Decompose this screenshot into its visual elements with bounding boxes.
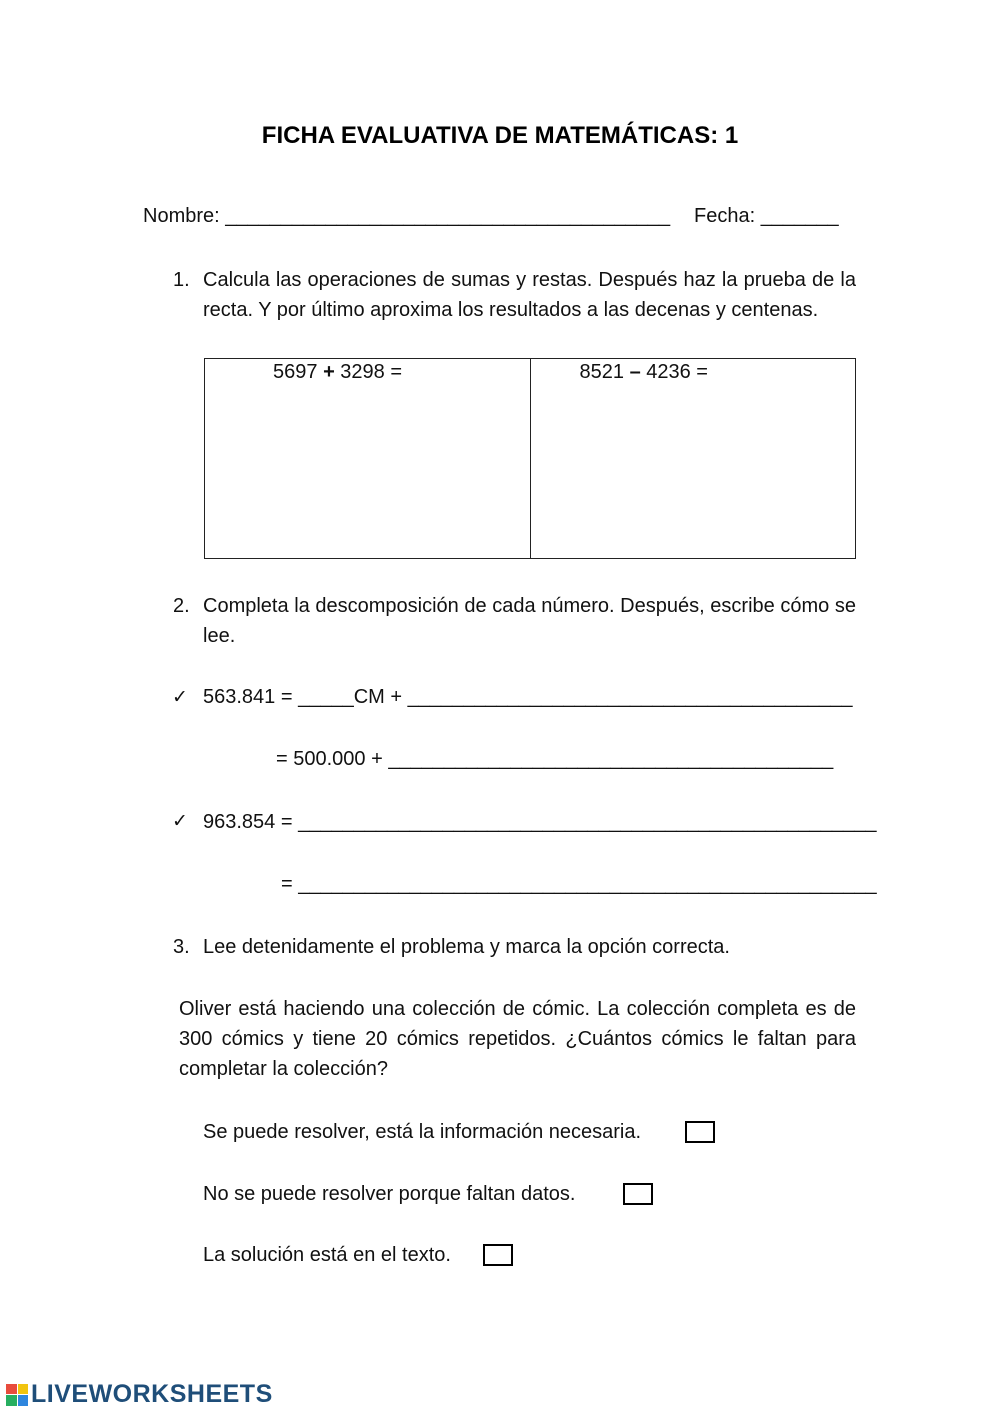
decomposition-line-1[interactable]: 563.841 = _____CM + ________________________________________ bbox=[203, 686, 853, 708]
option-1-label: Se puede resolver, está la información necesaria. bbox=[203, 1121, 642, 1143]
question-3-text: Lee detenidamente el problema y marca la opción correcta. bbox=[203, 936, 730, 958]
decomposition-line-3[interactable]: 963.854 = ____________________________________________________ bbox=[203, 811, 877, 833]
decomposition-line-4[interactable]: = ____________________________________________________ bbox=[281, 873, 877, 895]
problem-text: Oliver está haciendo una colección de cómic. La colección completa es de 300 cómics y tiene 20 cómics repetidos. ¿Cuántos cómics le faltan para completar la colección? bbox=[179, 998, 856, 1080]
operations-table bbox=[204, 358, 856, 559]
option-1-checkbox[interactable] bbox=[685, 1121, 715, 1143]
option-3-label: La solución está en el texto. bbox=[203, 1244, 451, 1266]
page-title: FICHA EVALUATIVA DE MATEMÁTICAS: 1 bbox=[261, 122, 739, 149]
checkmark-icon: ✓ bbox=[172, 811, 188, 832]
checkmark-icon: ✓ bbox=[172, 687, 188, 708]
operation-cell-subtraction[interactable] bbox=[530, 359, 856, 558]
question-3-number: 3. bbox=[173, 936, 190, 958]
liveworksheets-logo bbox=[6, 1380, 273, 1409]
option-3-checkbox[interactable] bbox=[483, 1244, 513, 1266]
option-2-checkbox[interactable] bbox=[623, 1183, 653, 1205]
question-1-text: Calcula las operaciones de sumas y restas. Después haz la prueba de la recta. Y por último aproxima los resultados a las decenas y centenas. bbox=[203, 269, 856, 321]
date-field-label: Fecha: _______ bbox=[694, 205, 839, 227]
operation-cell-addition[interactable] bbox=[205, 359, 530, 558]
subtraction-operation: 8521 – 4236 = bbox=[579, 361, 708, 383]
addition-operation: 5697 + 3298 = bbox=[273, 361, 403, 383]
question-2-text: Completa la descomposición de cada número. Después, escribe cómo se lee. bbox=[203, 595, 856, 647]
question-2-number: 2. bbox=[173, 595, 190, 617]
question-1-number: 1. bbox=[173, 269, 190, 291]
name-field-label: Nombre: ________________________________________ bbox=[143, 205, 671, 227]
decomposition-line-2[interactable]: = 500.000 + ________________________________________ bbox=[276, 748, 834, 770]
logo-text: LIVEWORKSHEETS bbox=[31, 1380, 273, 1408]
logo-icon bbox=[6, 1384, 28, 1406]
option-2-label: No se puede resolver porque faltan datos. bbox=[203, 1183, 576, 1205]
